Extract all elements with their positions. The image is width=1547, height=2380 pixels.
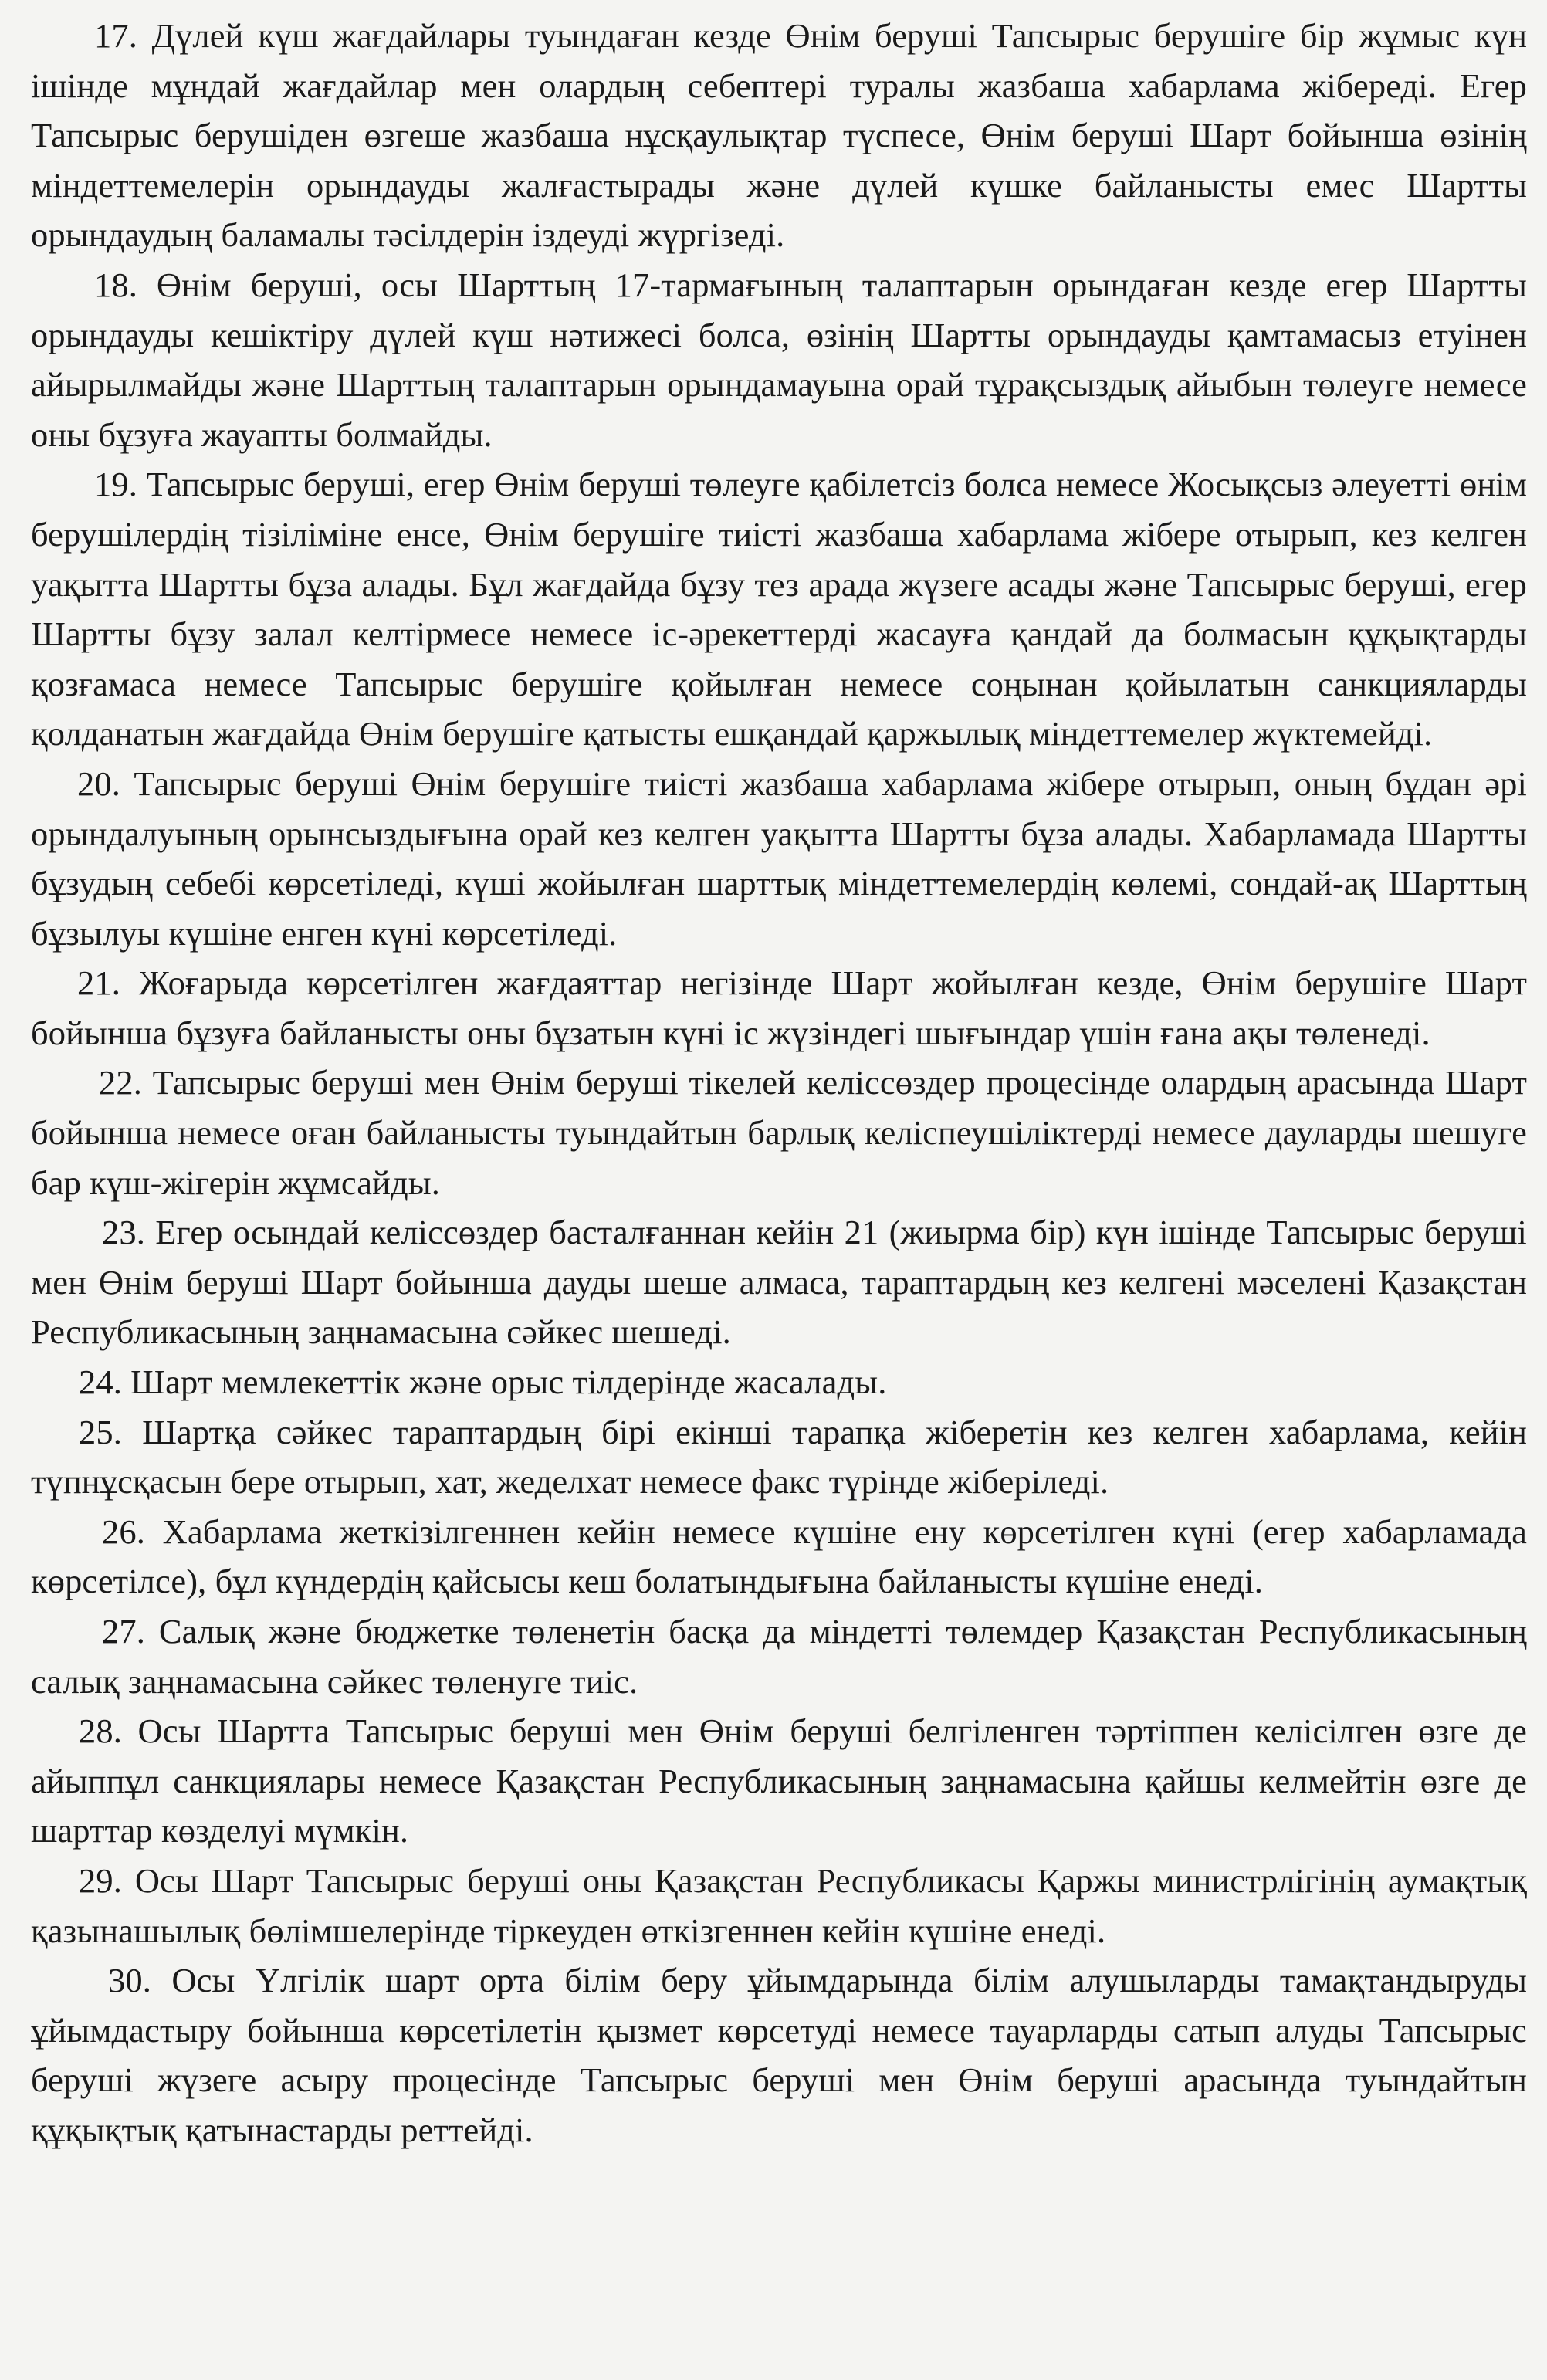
clause-number: 20. <box>77 763 120 803</box>
clause-number: 26. <box>102 1512 145 1551</box>
clause-17 <box>31 11 1527 260</box>
clause-text: Тапсырыс беруші, егер Өнім беруші төлеуге қабілетсіз болса немесе Жосықсыз әлеуетті өнім берушілердің тізіліміне енсе, Өнім берушіге тиісті жазбаша хабарлама жібере отырып, кез келген уақытта Шартты бұза алады. Бұл жағдайда бұзу тез арада жүзеге асады және Тапсырыс беруші, егер Шартты бұзу залал келтірмесе немесе іс-әрекеттерді жасауға қандай да болмасын құқықтарды қозғамаса немесе Тапсырыс берушіге қойылған немесе соңынан қойылатын санкцияларды қолданатын жағдайда Өнім берушіге қатысты ешқандай қаржылық міндеттемелер жүктемейді. <box>31 465 1527 753</box>
clause-text: Жоғарыда көрсетілген жағдаяттар негізінде Шарт жойылған кезде, Өнім берушіге Шарт бойынша бұзуға байланысты оны бұзатын күні іс жүзіндегі шығындар үшін ғана ақы төленеді. <box>31 963 1527 1052</box>
clause-number: 22. <box>99 1063 142 1102</box>
clause-22 <box>31 1058 1527 1207</box>
clause-number: 30. <box>108 1961 151 2000</box>
clause-text: Дүлей күш жағдайлары туындаған кезде Өнім беруші Тапсырыс берушіге бір жұмыс күн ішінде мұндай жағдайлар мен олардың себептері туралы жазбаша хабарлама жібереді. Егер Тапсырыс берушіден өзгеше жазбаша нұсқаулықтар түспесе, Өнім беруші Шарт бойынша өзінің міндеттемелерін орындауды жалғастырады және дүлей күшке байланысты емес Шартты орындаудың баламалы тәсілдерін іздеуді жүргізеді. <box>31 16 1527 255</box>
clause-19 <box>31 459 1527 759</box>
clause-text: Хабарлама жеткізілгеннен кейін немесе күшіне ену көрсетілген күні (егер хабарламада көрсетілсе), бұл күндердің қайсысы кеш болатындығына байланысты күшіне енеді. <box>31 1512 1527 1601</box>
clause-25 <box>31 1407 1527 1507</box>
clause-21 <box>31 958 1527 1058</box>
clause-text: Осы Шартта Тапсырыс беруші мен Өнім беруші белгіленген тәртіппен келісілген өзге де айыппұл санкциялары немесе Қазақстан Республикасының заңнамасына қайшы келмейтін өзге де шарттар көзделуі мүмкін. <box>31 1711 1527 1850</box>
clause-18 <box>31 260 1527 459</box>
clause-text: Өнім беруші, осы Шарттың 17-тармағының талаптарын орындаған кезде егер Шартты орындауды кешіктіру дүлей күш нәтижесі болса, өзінің Шартты орындауды қамтамасыз етуінен айырылмайды және Шарттың талаптарын орындамауына орай тұрақсыздық айыбын төлеуге немесе оны бұзуға жауапты болмайды. <box>31 265 1527 454</box>
clause-number: 23. <box>102 1213 145 1252</box>
clause-text: Тапсырыс беруші Өнім берушіге тиісті жазбаша хабарлама жібере отырып, оның бұдан әрі орындалуының орынсыздығына орай кез келген уақытта Шартты бұза алады. Хабарламада Шартты бұзудың себебі көрсетіледі, күші жойылған шарттық міндеттемелердің көлемі, сондай-ақ Шарттың бұзылуы күшіне енген күні көрсетіледі. <box>31 763 1527 953</box>
clause-number: 29. <box>79 1860 122 1900</box>
clause-number: 17. <box>94 16 137 55</box>
clause-30 <box>31 1955 1527 2155</box>
clause-27 <box>31 1606 1527 1706</box>
clause-number: 27. <box>102 1612 145 1650</box>
clause-24 <box>31 1357 1527 1407</box>
clause-text: Егер осындай келіссөздер басталғаннан кейін 21 (жиырма бір) күн ішінде Тапсырыс беруші мен Өнім беруші Шарт бойынша дауды шеше алмаса, тараптардың кез келгені мәселені Қазақстан Республикасының заңнамасына сәйкес шешеді. <box>31 1213 1527 1352</box>
clause-20 <box>31 759 1527 958</box>
clause-text: Шарт мемлекеттік және орыс тілдерінде жасалады. <box>130 1363 887 1402</box>
clause-23 <box>31 1207 1527 1357</box>
clause-number: 18. <box>94 265 137 304</box>
clause-28 <box>31 1706 1527 1856</box>
clause-number: 28. <box>79 1711 122 1751</box>
clause-26 <box>31 1507 1527 1606</box>
clause-text: Осы Үлгілік шарт орта білім беру ұйымдарында білім алушыларды тамақтандыруды ұйымдастыру бойынша көрсетілетін қызмет көрсетуді немесе тауарларды сатып алуды Тапсырыс беруші жүзеге асыру процесінде Тапсырыс беруші мен Өнім беруші арасында туындайтын құқықтық қатынастарды реттейді. <box>31 1961 1528 2149</box>
clause-text: Шартқа сәйкес тараптардың бірі екінші тарапқа жіберетін кез келген хабарлама, кейін түпнұсқасын бере отырып, хат, жеделхат немесе факс түрінде жіберіледі. <box>31 1412 1527 1501</box>
clause-text: Тапсырыс беруші мен Өнім беруші тікелей келіссөздер процесінде олардың арасында Шарт бойынша немесе оған байланысты туындайтын барлық келіспеушіліктерді немесе дауларды шешуге бар күш-жігерін жұмсайды. <box>31 1063 1527 1202</box>
clause-text: Салық және бюджетке төленетін басқа да міндетті төлемдер Қазақстан Республикасының салық заңнамасына сәйкес төленуге тиіс. <box>31 1612 1527 1701</box>
clause-number: 21. <box>77 963 120 1003</box>
clause-number: 24. <box>79 1363 122 1402</box>
clause-number: 19. <box>94 465 137 504</box>
clause-number: 25. <box>79 1412 122 1451</box>
clause-text: Осы Шарт Тапсырыс беруші оны Қазақстан Республикасы Қаржы министрлігінің аумақтық қазынашылық бөлімшелерінде тіркеуден өткізгеннен кейін күшіне енеді. <box>31 1860 1527 1950</box>
clause-29 <box>31 1856 1527 1955</box>
